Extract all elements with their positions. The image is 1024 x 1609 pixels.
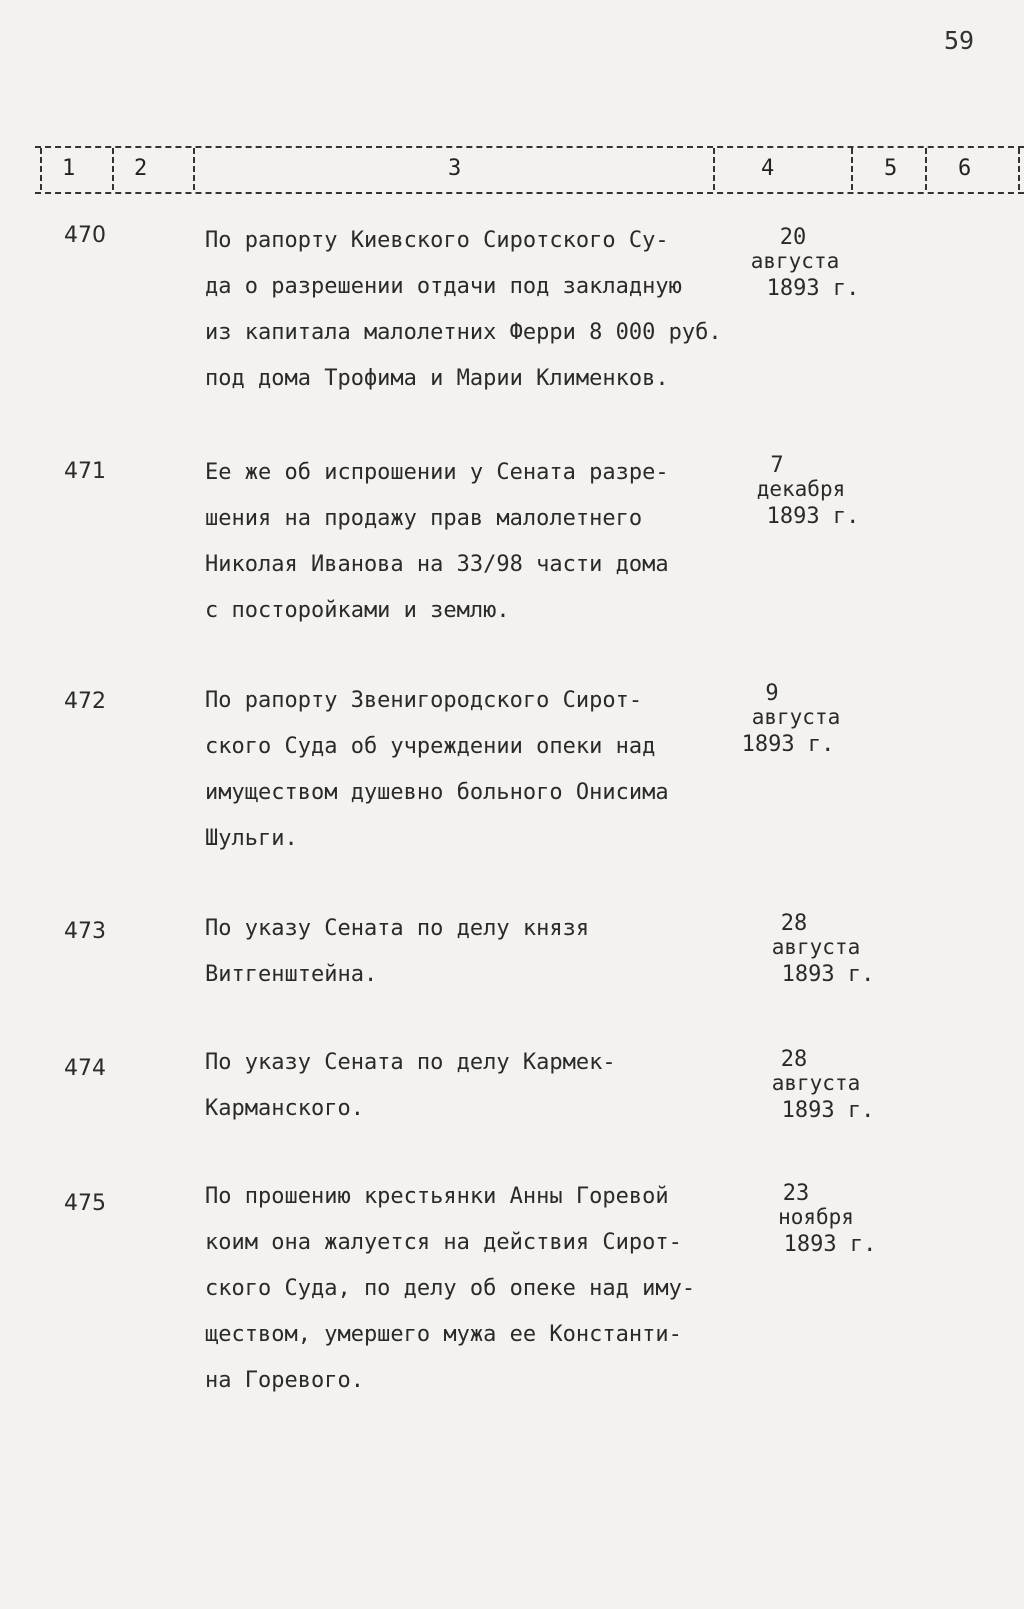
entry-line: Ее же об испрошении у Сената разре- — [205, 460, 669, 485]
date-year: 1893 г. — [741, 732, 835, 757]
date-year: 1893 г. — [781, 1098, 875, 1123]
entry-line: Николая Иванова на 33/98 части дома — [205, 552, 669, 577]
date-year: 1893 г. — [766, 276, 860, 301]
entry-line: ществом, умершего мужа ее Константи- — [205, 1322, 682, 1347]
entry-line: на Горевого. — [205, 1368, 364, 1393]
entry-date — [760, 912, 880, 992]
date-day: 23 — [782, 1181, 810, 1206]
entry-number: 470 — [64, 223, 106, 248]
entry-line: По рапорту Киевского Сиротского Су- — [205, 228, 669, 253]
column-separator — [925, 148, 927, 190]
date-month: декабря — [756, 477, 846, 501]
entry-line: имуществом душевно больного Онисима — [205, 780, 669, 805]
column-header-6: 6 — [958, 156, 972, 181]
entry-line: с посторойками и землю. — [205, 598, 510, 623]
column-separator — [112, 148, 114, 190]
entry-description — [205, 1040, 745, 1132]
entry-line: По указу Сената по делу князя — [205, 916, 590, 941]
entry-line: Карманского. — [205, 1096, 364, 1121]
entry-line: Шульги. — [205, 826, 298, 851]
date-month: августа — [771, 935, 861, 959]
entry-line: По указу Сената по делу Кармек- — [205, 1050, 616, 1075]
entry-date — [745, 226, 865, 306]
date-month: ноября — [778, 1205, 854, 1229]
date-year: 1893 г. — [766, 504, 860, 529]
column-header-3: 3 — [448, 156, 462, 181]
entry-line: шения на продажу прав малолетнего — [205, 506, 643, 531]
column-separator — [851, 148, 853, 190]
entry-line: ского Суда об учреждении опеки над — [205, 734, 656, 759]
entry-line: коим она жалуется на действия Сирот- — [205, 1230, 682, 1255]
column-header-4: 4 — [761, 156, 775, 181]
entry-number: 474 — [64, 1056, 106, 1081]
entry-description — [205, 450, 745, 634]
entry-line: из капитала малолетних Ферри 8 000 руб. — [205, 320, 722, 345]
entry-number: 472 — [64, 689, 106, 714]
column-separator — [40, 148, 42, 190]
date-day: 7 — [770, 453, 784, 478]
entry-line: ского Суда, по делу об опеке над иму- — [205, 1276, 696, 1301]
entry-number: 471 — [64, 459, 106, 484]
date-month: августа — [750, 249, 840, 273]
date-day: 28 — [780, 1047, 808, 1072]
entry-line: Витгенштейна. — [205, 962, 378, 987]
header-bottom-rule — [35, 192, 1024, 194]
column-separator — [193, 148, 195, 190]
date-year: 1893 г. — [781, 962, 875, 987]
column-separator — [713, 148, 715, 190]
date-day: 20 — [779, 225, 807, 250]
column-header-2: 2 — [134, 156, 148, 181]
column-header-1: 1 — [62, 156, 76, 181]
entry-date — [745, 454, 865, 534]
entry-description — [205, 218, 745, 402]
entry-date — [740, 682, 860, 762]
column-header-5: 5 — [884, 156, 898, 181]
entry-date — [760, 1182, 880, 1262]
date-month: августа — [751, 705, 841, 729]
entry-description — [205, 678, 745, 862]
column-separator — [1018, 148, 1020, 190]
entry-date — [760, 1048, 880, 1128]
entry-line: под дома Трофима и Марии Клименков. — [205, 366, 669, 391]
entry-line: По рапорту Звенигородского Сирот- — [205, 688, 643, 713]
entry-line: да о разрешении отдачи под закладную — [205, 274, 682, 299]
entry-description — [205, 1174, 745, 1404]
entry-line: По прошению крестьянки Анны Горевой — [205, 1184, 669, 1209]
date-day: 28 — [780, 911, 808, 936]
date-month: августа — [771, 1071, 861, 1095]
header-top-rule — [35, 146, 1024, 148]
date-year: 1893 г. — [783, 1232, 877, 1257]
entry-description — [205, 906, 745, 998]
entry-number: 473 — [64, 919, 106, 944]
date-day: 9 — [765, 681, 779, 706]
page-number: 59 — [944, 26, 975, 55]
entry-number: 475 — [64, 1191, 106, 1216]
